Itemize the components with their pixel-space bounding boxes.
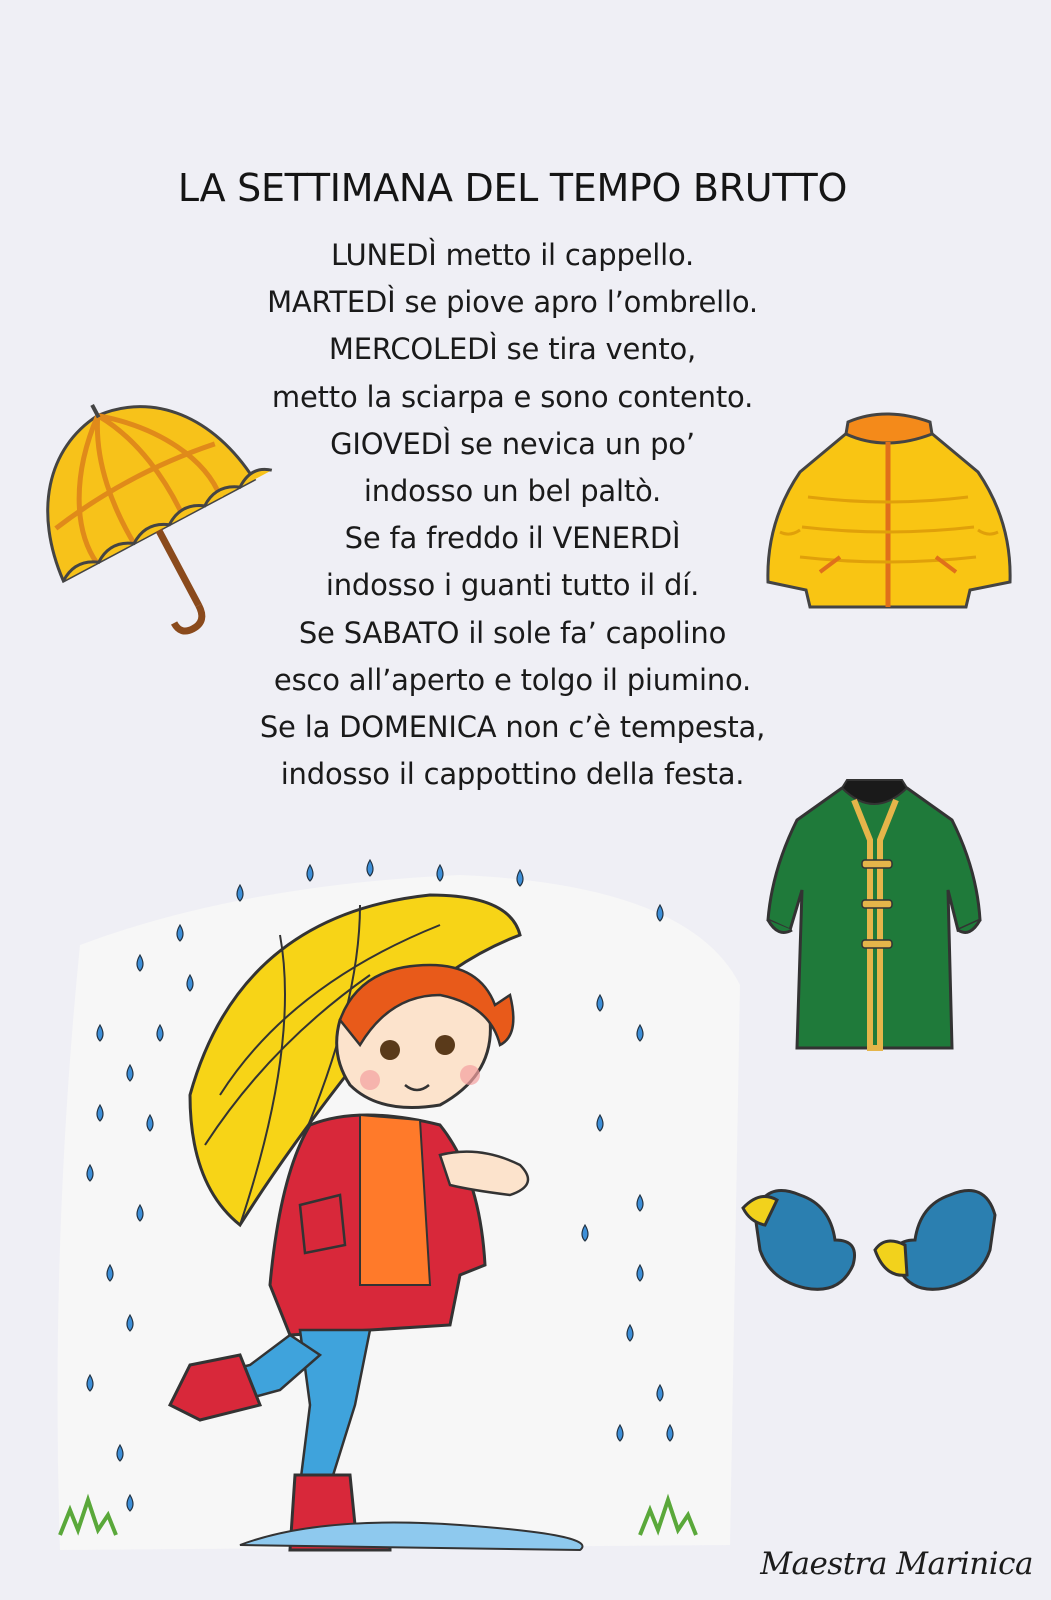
poem-line: LUNEDÌ metto il cappello.	[330, 238, 695, 272]
poem-line: Se la DOMENICA non c’è tempesta,	[259, 710, 766, 745]
puffer-jacket-illustration	[760, 412, 1020, 617]
green-coat-illustration	[762, 780, 987, 1060]
girl-in-rain-illustration	[40, 845, 760, 1565]
poem-line: metto la sciarpa e sono contento.	[271, 379, 754, 414]
poem-line: Se fa freddo il VENERDÌ	[344, 521, 681, 556]
poem-line: indosso il cappottino della festa.	[280, 757, 745, 792]
poem-line: indosso i guanti tutto il dí.	[325, 568, 700, 603]
mittens-illustration	[735, 1180, 1015, 1305]
poem-line: esco all’aperto e tolgo il piumino.	[273, 662, 752, 697]
author-signature: Maestra Marinica	[760, 1546, 1033, 1582]
poem-line: MERCOLEDÌ se tira vento,	[328, 332, 697, 367]
poem-title: LA SETTIMANA DEL TEMPO BRUTTO	[177, 166, 848, 210]
poem-line: GIOVEDÌ se nevica un po’	[330, 426, 695, 461]
poem-line: Se SABATO il sole fa’ capolino	[298, 615, 727, 650]
poem-line: indosso un bel paltò.	[363, 474, 662, 509]
umbrella-illustration	[20, 385, 260, 635]
poem-line: MARTEDÌ se piove apro l’ombrello.	[267, 285, 758, 320]
